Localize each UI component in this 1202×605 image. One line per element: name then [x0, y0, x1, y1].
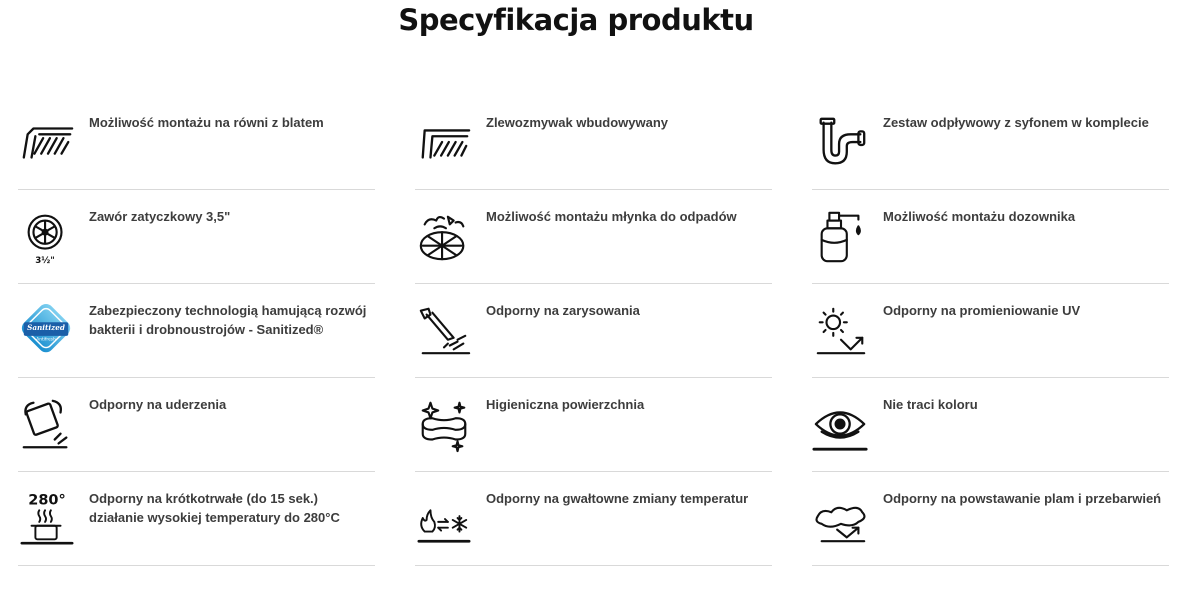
- spec-item: [18, 190, 375, 284]
- soap-dispenser-icon: [812, 190, 872, 284]
- spec-label: Odporny na gwałtowne zmiany temperatur: [486, 491, 749, 506]
- waste-disposer-icon: [415, 190, 475, 284]
- spec-label: Odporny na uderzenia: [89, 397, 227, 412]
- sanitized-badge-text: Sanitized: [27, 323, 65, 333]
- spec-label: Higieniczna powierzchnia: [486, 397, 645, 412]
- spec-label: Możliwość montażu na równi z blatem: [89, 115, 324, 130]
- page-title: Specyfikacja produktu: [398, 3, 754, 37]
- spec-label: Zlewozmywak wbudowywany: [486, 115, 669, 130]
- spec-item: [18, 284, 375, 378]
- sanitized-badge-subtext: Antifresh: [36, 337, 56, 343]
- stain-resistant-icon: [812, 472, 872, 566]
- spec-label: Możliwość montażu dozownika: [883, 209, 1076, 224]
- spec-label: Nie traci koloru: [883, 397, 978, 412]
- spec-item: [18, 472, 375, 566]
- spec-label: Odporny na zarysowania: [486, 303, 640, 318]
- spec-label: Odporny na promieniowanie UV: [883, 303, 1081, 318]
- spec-item: [415, 96, 772, 190]
- uv-resistant-icon: [812, 284, 872, 378]
- spec-item: [812, 472, 1169, 566]
- spec-item: [18, 96, 375, 190]
- sanitized-logo-icon: [18, 284, 78, 378]
- spec-item: [812, 96, 1169, 190]
- spec-item: [415, 190, 772, 284]
- thermal-shock-icon: [415, 472, 475, 566]
- spec-grid: [18, 96, 1169, 566]
- spec-item: [415, 378, 772, 472]
- hygienic-surface-icon: [415, 378, 475, 472]
- heat-resistant-icon: [18, 472, 78, 566]
- color-fast-eye-icon: [812, 378, 872, 472]
- plug-valve-icon: [18, 190, 78, 284]
- spec-label: Odporny na powstawanie plam i przebarwień: [883, 491, 1162, 506]
- spec-item: [812, 190, 1169, 284]
- spec-label: Zestaw odpływowy z syfonem w komplecie: [883, 115, 1149, 130]
- spec-item: [415, 284, 772, 378]
- impact-resistant-icon: [18, 378, 78, 472]
- spec-item: [812, 378, 1169, 472]
- spec-label: Zabezpieczony technologią hamującą rozwój bakterii i drobnoustrojów - Sanitized®: [89, 303, 367, 337]
- temperature-text: 280°: [28, 492, 66, 509]
- scratch-resistant-icon: [415, 284, 475, 378]
- spec-item: [18, 378, 375, 472]
- spec-label: Możliwość montażu młynka do odpadów: [486, 209, 737, 224]
- spec-item: [812, 284, 1169, 378]
- spec-item: [415, 472, 772, 566]
- valve-size-text: 3½": [35, 256, 55, 267]
- spec-label: Zawór zatyczkowy 3,5": [89, 209, 231, 224]
- spec-label: Odporny na krótkotrwałe (do 15 sek.) działanie wysokiej temperatury do 280°C: [89, 491, 340, 525]
- built-in-sink-icon: [415, 96, 475, 190]
- drain-siphon-icon: [812, 96, 872, 190]
- flush-mount-icon: [18, 96, 78, 190]
